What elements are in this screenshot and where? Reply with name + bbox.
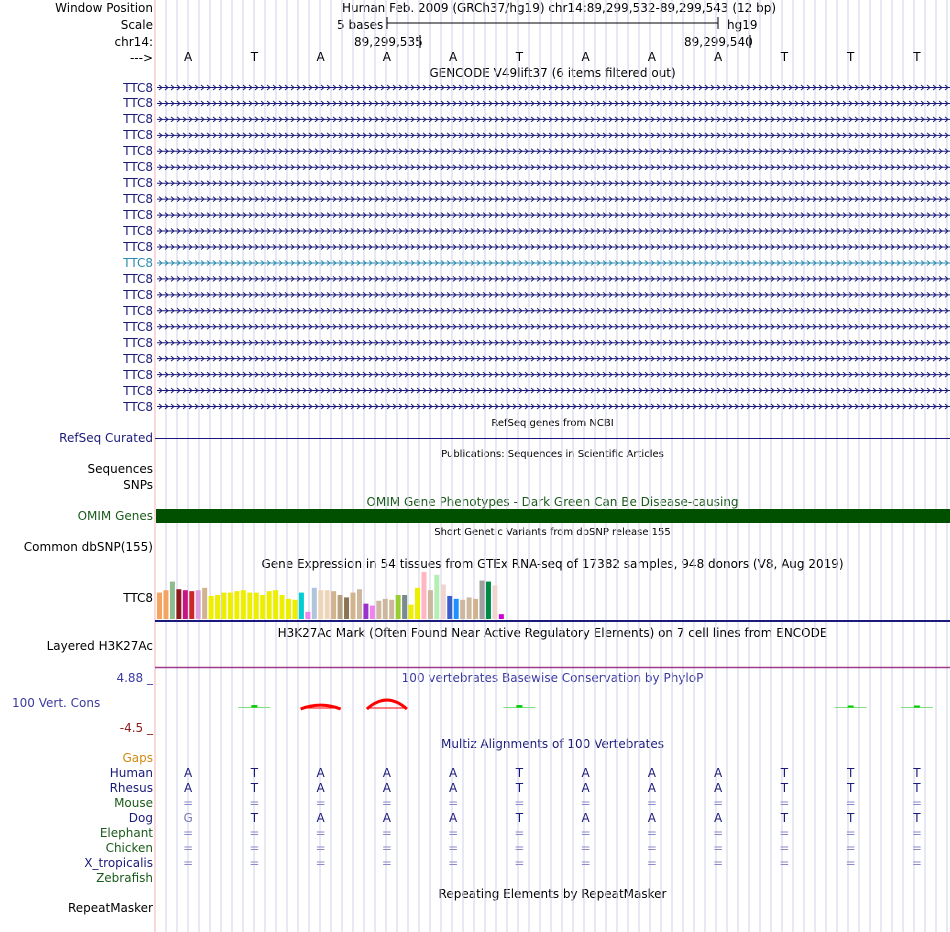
species-label[interactable]: X_tropicalis <box>84 856 153 870</box>
layered-h3k27ac-label[interactable]: Layered H3K27Ac <box>46 639 153 653</box>
alignment-base: A <box>184 781 193 795</box>
alignment-base: = <box>779 826 790 840</box>
alignment-base: = <box>381 826 392 840</box>
sequence-base: T <box>515 50 524 64</box>
alignment-base: = <box>713 856 724 870</box>
gtex-tissue-bar <box>486 582 491 619</box>
gtex-tissue-bar <box>363 604 368 619</box>
phylop-label[interactable]: 100 Vert. Cons <box>12 696 101 710</box>
alignment-base: = <box>183 826 194 840</box>
sequence-base: A <box>449 50 458 64</box>
gtex-tissue-bar <box>196 590 201 619</box>
alignment-base: T <box>250 811 259 825</box>
alignment-base: A <box>647 811 656 825</box>
gtex-tissue-bar <box>267 591 272 619</box>
gtex-tissue-bar <box>222 593 227 619</box>
gtex-tissue-bar <box>441 584 446 619</box>
species-label[interactable]: Chicken <box>105 841 153 855</box>
alignment-base: A <box>647 781 656 795</box>
transcript-label[interactable]: TTC8 <box>123 335 153 350</box>
alignment-base: = <box>779 796 790 810</box>
alignment-base: = <box>911 826 922 840</box>
alignment-base: T <box>913 811 921 825</box>
alignment-base: A <box>581 811 590 825</box>
phylop-positive-mark <box>251 705 257 707</box>
phylop-ymax-label: 4.88 _ <box>116 671 153 685</box>
alignment-base: T <box>846 781 855 795</box>
gtex-tissue-bar <box>280 595 285 619</box>
transcript-label[interactable]: TTC8 <box>123 303 153 318</box>
alignment-base: = <box>779 841 790 855</box>
alignment-base: T <box>846 766 855 780</box>
species-label[interactable]: Mouse <box>114 796 153 810</box>
scale-assembly-label: hg19 <box>727 18 758 32</box>
gtex-tissue-bar <box>492 585 497 619</box>
phylop-positive-mark <box>914 706 920 708</box>
alignment-base: A <box>581 781 590 795</box>
gtex-tissue-bar <box>202 588 207 619</box>
sequence-base: T <box>913 50 921 64</box>
gtex-tissue-bar <box>402 595 407 619</box>
transcript-label[interactable]: TTC8 <box>123 80 153 95</box>
alignment-base: = <box>448 796 459 810</box>
alignment-base: T <box>515 781 524 795</box>
alignment-base: T <box>515 766 524 780</box>
gtex-tissue-bar <box>467 597 472 619</box>
gtex-tissue-bar <box>189 591 194 619</box>
gtex-tissue-bar <box>460 600 465 619</box>
alignment-base: = <box>580 841 591 855</box>
alignment-base: = <box>315 796 326 810</box>
alignment-base: = <box>448 826 459 840</box>
gtex-tissue-bar <box>247 593 252 619</box>
gtex-tissue-bar <box>338 595 343 619</box>
gtex-tissue-bar <box>273 590 278 619</box>
alignment-base: A <box>382 811 391 825</box>
transcript-label[interactable]: TTC8 <box>123 367 153 382</box>
gtex-tissue-bar <box>215 595 220 619</box>
gtex-track-title[interactable]: Gene Expression in 54 tissues from GTEx RNA-seq of 17382 samples, 948 donors (V8, Aug 2019) <box>261 557 844 571</box>
gtex-tissue-bar <box>351 593 356 619</box>
publications-track-title[interactable]: Publications: Sequences in Scientific Articles <box>441 449 664 460</box>
alignment-base: A <box>647 766 656 780</box>
gtex-tissue-bar <box>454 599 459 619</box>
alignment-base: T <box>515 811 524 825</box>
chrom-label: chr14: <box>114 35 153 49</box>
alignment-base: A <box>581 766 590 780</box>
alignment-base: = <box>580 826 591 840</box>
gtex-tissue-bar <box>428 590 433 619</box>
transcript-label[interactable]: TTC8 <box>123 96 153 111</box>
alignment-base: = <box>911 796 922 810</box>
alignment-base: = <box>249 826 260 840</box>
phylop-positive-mark <box>516 705 522 707</box>
gtex-tissue-bar <box>325 590 330 619</box>
omim-track-title[interactable]: OMIM Gene Phenotypes - Dark Green Can Be Disease-causing <box>366 495 739 509</box>
gtex-tissue-bar <box>228 593 233 619</box>
gtex-tissue-bar <box>389 600 394 619</box>
gtex-tissue-bar <box>170 582 175 619</box>
omim-gene-bar <box>156 509 950 523</box>
alignment-base: = <box>713 841 724 855</box>
sequence-base: T <box>250 50 259 64</box>
species-label[interactable]: Rhesus <box>109 781 153 795</box>
gtex-tissue-bar <box>383 599 388 619</box>
alignment-base: = <box>845 796 856 810</box>
gtex-tissue-bar <box>286 599 291 619</box>
transcript-label[interactable]: TTC8 <box>123 160 153 175</box>
transcript-label[interactable]: TTC8 <box>123 224 153 239</box>
phylop-ymin-label: -4.5 _ <box>119 721 153 735</box>
gtex-tissue-bar <box>499 614 504 619</box>
alignment-base: = <box>249 856 260 870</box>
transcript-label[interactable]: TTC8 <box>123 271 153 286</box>
alignment-base: G <box>183 811 193 825</box>
gtex-tissue-bar <box>344 597 349 619</box>
alignment-base: = <box>183 841 194 855</box>
gtex-tissue-bar <box>260 595 265 619</box>
gtex-tissue-bar <box>473 599 478 619</box>
alignment-base: = <box>315 841 326 855</box>
alignment-base: A <box>714 781 723 795</box>
alignment-base: = <box>779 856 790 870</box>
alignment-base: = <box>448 856 459 870</box>
scale-label: Scale <box>120 18 153 32</box>
transcript-label[interactable]: TTC8 <box>123 208 153 223</box>
omim-genes-label[interactable]: OMIM Genes <box>77 509 153 523</box>
gtex-tissue-bar <box>183 590 188 619</box>
transcript-label[interactable]: TTC8 <box>123 192 153 207</box>
scale-bases-label: 5 bases <box>337 18 384 32</box>
sequence-base: A <box>184 50 193 64</box>
alignment-base: A <box>316 811 325 825</box>
gtex-tissue-bar <box>254 593 259 619</box>
sequence-base: A <box>647 50 656 64</box>
gtex-tissue-bar <box>331 591 336 619</box>
alignment-base: A <box>316 781 325 795</box>
alignment-base: = <box>845 856 856 870</box>
sequence-base: T <box>846 50 855 64</box>
alignment-base: A <box>382 781 391 795</box>
alignment-base: = <box>514 841 525 855</box>
coordinate-label-1: 89,299,535 <box>354 35 423 49</box>
alignment-base: A <box>449 781 458 795</box>
window-position-value: Human Feb. 2009 (GRCh37/hg19) chr14:89,299,532-89,299,543 (12 bp) <box>342 1 777 15</box>
gtex-tissue-bar <box>305 612 310 619</box>
strand-label: ---> <box>129 51 153 65</box>
gtex-tissue-bar <box>421 572 426 619</box>
gtex-tissue-bar <box>447 596 452 619</box>
alignment-base: A <box>382 766 391 780</box>
alignment-base: = <box>580 796 591 810</box>
alignment-base: = <box>381 856 392 870</box>
gtex-tissue-bar <box>434 575 439 619</box>
gtex-tissue-bar <box>176 589 181 619</box>
gtex-tissue-bar <box>318 590 323 619</box>
gencode-track-title[interactable]: GENCODE V49lift37 (6 items filtered out) <box>429 66 676 80</box>
alignment-base: A <box>449 811 458 825</box>
snps-label[interactable]: SNPs <box>123 478 153 492</box>
sequence-base: A <box>581 50 590 64</box>
repeatmasker-track-title[interactable]: Repeating Elements by RepeatMasker <box>438 887 667 901</box>
sequence-base: A <box>714 50 723 64</box>
transcript-label[interactable]: TTC8 <box>123 144 153 159</box>
gtex-tissue-bar <box>157 593 162 619</box>
alignment-base: = <box>845 826 856 840</box>
alignment-base: = <box>646 841 657 855</box>
alignment-base: = <box>249 841 260 855</box>
transcript-label[interactable]: TTC8 <box>123 399 153 414</box>
alignment-base: T <box>913 781 921 795</box>
alignment-base: = <box>381 796 392 810</box>
alignment-base: A <box>714 811 723 825</box>
alignment-base: = <box>646 796 657 810</box>
sequence-base: A <box>316 50 325 64</box>
coordinate-label-2: 89,299,540 <box>684 35 753 49</box>
gtex-tissue-bar <box>409 605 414 619</box>
species-label[interactable]: Human <box>109 766 153 780</box>
gtex-tissue-bar <box>357 589 362 619</box>
h3k27ac-track-title[interactable]: H3K27Ac Mark (Often Found Near Active Regulatory Elements) on 7 cell lines from ENCODE <box>277 626 828 640</box>
transcript-label[interactable]: TTC8 <box>123 319 153 334</box>
alignment-base: = <box>646 826 657 840</box>
alignment-base: T <box>250 781 259 795</box>
alignment-base: T <box>780 781 789 795</box>
phylop-positive-mark <box>848 706 854 708</box>
alignment-base: T <box>846 811 855 825</box>
refseq-track-title[interactable]: RefSeq genes from NCBI <box>491 418 614 429</box>
transcript-label[interactable]: TTC8 <box>123 255 153 270</box>
common-dbsnp-label[interactable]: Common dbSNP(155) <box>23 540 153 554</box>
sequence-base: A <box>382 50 391 64</box>
transcript-label[interactable]: TTC8 <box>123 287 153 302</box>
alignment-base: A <box>316 766 325 780</box>
alignment-base: A <box>714 766 723 780</box>
gtex-tissue-bar <box>234 591 239 619</box>
sequences-label[interactable]: Sequences <box>87 462 153 476</box>
gtex-tissue-bar <box>415 588 420 619</box>
multiz-track-title[interactable]: Multiz Alignments of 100 Vertebrates <box>440 737 665 751</box>
alignment-base: = <box>580 856 591 870</box>
alignment-base: = <box>911 841 922 855</box>
transcript-label[interactable]: TTC8 <box>123 383 153 398</box>
gtex-tissue-bar <box>480 581 485 619</box>
alignment-base: T <box>780 766 789 780</box>
gtex-tissue-bar <box>299 593 304 619</box>
alignment-base: = <box>514 826 525 840</box>
gtex-tissue-bar <box>292 600 297 619</box>
alignment-base: = <box>249 796 260 810</box>
dbsnp-track-title[interactable]: Short Genetic Variants from dbSNP release 155 <box>434 527 671 538</box>
alignment-base: = <box>911 856 922 870</box>
gtex-gene-label[interactable]: TTC8 <box>123 591 153 605</box>
transcript-label[interactable]: TTC8 <box>123 240 153 254</box>
species-label[interactable]: Zebrafish <box>96 871 153 885</box>
refseq-curated-label[interactable]: RefSeq Curated <box>59 431 153 445</box>
sequence-base: T <box>780 50 789 64</box>
alignment-base: = <box>845 841 856 855</box>
gtex-tissue-bar <box>209 596 214 619</box>
repeatmasker-label[interactable]: RepeatMasker <box>67 901 153 915</box>
gtex-tissue-bar <box>312 588 317 619</box>
transcript-label[interactable]: TTC8 <box>123 112 153 127</box>
alignment-base: = <box>315 826 326 840</box>
alignment-base: = <box>315 856 326 870</box>
alignment-base: A <box>449 766 458 780</box>
alignment-base: = <box>713 796 724 810</box>
transcript-label[interactable]: TTC8 <box>123 351 153 366</box>
gtex-tissue-bar <box>376 601 381 619</box>
alignment-base: T <box>913 766 921 780</box>
species-label[interactable]: Dog <box>128 811 153 825</box>
gtex-tissue-bar <box>241 590 246 619</box>
alignment-base: T <box>250 766 259 780</box>
gtex-tissue-bar <box>396 595 401 619</box>
gtex-tissue-bar <box>163 590 168 619</box>
alignment-base: = <box>183 796 194 810</box>
phylop-track-title[interactable]: 100 vertebrates Basewise Conservation by PhyloP <box>401 671 704 685</box>
alignment-base: = <box>713 826 724 840</box>
species-label[interactable]: Elephant <box>99 826 153 840</box>
alignment-base: = <box>183 856 194 870</box>
gtex-tissue-bar <box>370 606 375 619</box>
transcript-label[interactable]: TTC8 <box>123 176 153 191</box>
alignment-base: = <box>646 856 657 870</box>
alignment-base: T <box>780 811 789 825</box>
transcript-label[interactable]: TTC8 <box>123 128 153 143</box>
alignment-base: = <box>448 841 459 855</box>
alignment-base: A <box>184 766 193 780</box>
alignment-base: = <box>514 796 525 810</box>
alignment-base: = <box>381 841 392 855</box>
window-position-label: Window Position <box>55 1 153 15</box>
gaps-label[interactable]: Gaps <box>122 751 153 765</box>
alignment-base: = <box>514 856 525 870</box>
